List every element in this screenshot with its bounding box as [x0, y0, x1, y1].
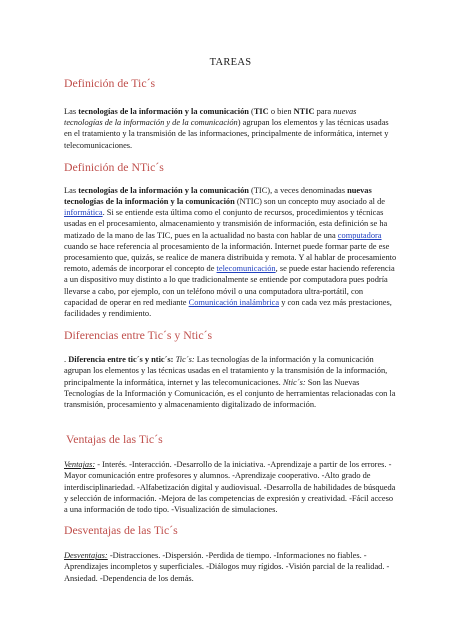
text: . Si se entiende esta última como el conjunto de recursos, procedimientos y técnicas usadas en el procesamiento, almacenamiento y transmisión de información, esta definición se ha matizado de la mano de las TIC, pues en la actualidad no basta con hablar de una: [64, 208, 388, 240]
bold-text: nuevas tecnologías de la información y la comunicación: [64, 185, 372, 207]
ventajas-label: Ventajas:: [64, 460, 96, 470]
bold-text: TIC: [253, 107, 269, 116]
heading-diferencias: Diferencias entre Tic´s y Ntic´s: [64, 328, 213, 343]
paragraph-diferencias: [64, 354, 397, 410]
bold-text: NTIC: [293, 107, 315, 116]
italic-text: nuevas tecnologías de la información y de la comunicación: [64, 107, 357, 128]
text: .: [64, 355, 69, 365]
text: (NTIC) son un concepto muy asociado al de: [234, 197, 385, 207]
italic-text: Tic´s:: [175, 355, 195, 365]
paragraph-ventajas: [64, 459, 397, 515]
text: cuando se hace referencia al procesamiento de la información. Internet puede formar parte de ese procesamiento que, quizás, se realice de manera distribuida y remota. Y al hablar de procesamiento remoto, además de incorporar el concepto de: [64, 241, 397, 274]
bold-text: tecnologías de la información y la comunicación: [78, 185, 249, 195]
desventajas-label: Desventajas:: [64, 551, 108, 561]
text: -Distracciones. -Dispersión. -Perdida de tiempo. -Informaciones no fiables. -Aprendizajes incompletos y superficiales. -Diálogos muy rígidos. -Visión parcial de la realidad. -Ansiedad. -Dependencia de los demás.: [64, 551, 390, 583]
text: o bien: [268, 107, 294, 116]
text: (: [248, 107, 254, 116]
text: y con cada vez más prestaciones, facilidades y rendimiento.: [64, 297, 392, 319]
bold-text: tecnologías de la información y la comunicación: [78, 107, 249, 116]
link-informatica[interactable]: informática: [64, 208, 103, 218]
bold-text: Diferencia entre tic´s y ntic´s:: [68, 355, 174, 365]
text: , se puede estar haciendo referencia a un dispositivo muy distinto a lo que tradicionalmente se entiende por computadora pues podría llevarse a cabo, por ejemplo, con un teléfono móvil o una computadora ultra-portátil, con capacidad de operar en red mediante: [64, 264, 395, 307]
paragraph-definicion-tics: [64, 106, 397, 151]
heading-ventajas: Ventajas de las Tic´s: [66, 432, 163, 447]
link-comunicacion-inalambrica[interactable]: Comunicación inalámbrica: [188, 297, 280, 307]
text: Las: [64, 107, 79, 116]
link-telecomunicacion[interactable]: telecomunicación: [216, 264, 276, 274]
heading-definicion-tics: Definición de Tic´s: [64, 76, 156, 90]
paragraph-desventajas: [64, 550, 397, 584]
italic-text: Ntic´s:: [282, 377, 306, 387]
link-computadora[interactable]: computadora: [337, 230, 382, 240]
paragraph-definicion-ntics: [64, 185, 397, 319]
text: - Interés. -Interacción. -Desarrollo de la iniciativa. -Aprendizaje a partir de los errores. -Mayor comunicación entre profesores y alumnos. -Aprendizaje cooperativo. -Alto grado de interdisciplinariedad. -Alfabetización digital y audiovisual. -Desarrolla de habilidades de búsqueda y selección de información. -Mejora de las competencias de expresión y creatividad. -Fácil acceso a una información de todo tipo. -Visualización de simulaciones.: [64, 460, 396, 515]
text: Son las Nuevas Tecnologías de la Información y Comunicación, es el conjunto de herramientas relacionadas con la transmisión, procesamiento y almacenamiento digitalizado de información.: [64, 377, 396, 410]
text: Las: [64, 185, 79, 195]
text: para: [314, 107, 334, 116]
text: ) agrupan los elementos y las técnicas usadas en el tratamiento y la transmisión de las informaciones, principalmente de informática, internet y telecomunicaciones.: [64, 118, 389, 150]
heading-definicion-ntics: Definición de NTic´s: [64, 159, 164, 174]
text: (TIC), a veces denominadas: [248, 185, 348, 195]
heading-desventajas: Desventajas de las Tic´s: [64, 523, 178, 538]
document-title: TAREAS: [209, 57, 252, 68]
text: Las tecnologías de la información y la comunicación agrupan los elementos y las técnicas usadas en el tratamiento y la transmisión de la información, principalmente la informática, internet y las telecomunicaciones.: [64, 355, 388, 387]
